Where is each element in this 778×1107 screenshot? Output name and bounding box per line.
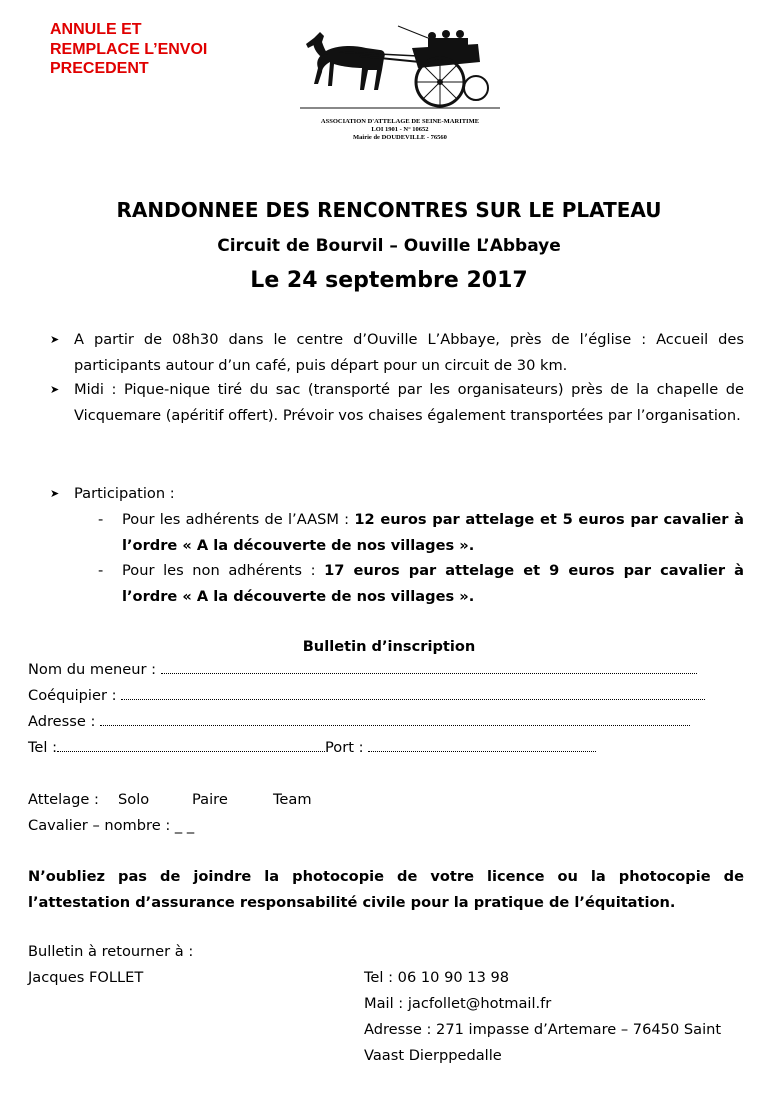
notice-line: PRECEDENT	[50, 60, 149, 77]
driver-field	[28, 661, 697, 678]
arrow-bullet-icon: ➤	[50, 333, 60, 346]
attelage-label: Attelage :	[28, 791, 99, 808]
program-item	[52, 377, 744, 429]
return-name: Jacques FOLLET	[28, 969, 144, 986]
arrow-bullet-icon: ➤	[50, 383, 60, 396]
notice-line: REMPLACE L’ENVOI	[50, 40, 208, 58]
notice-line: ANNULE ET	[50, 21, 142, 38]
phone-field	[28, 739, 596, 756]
driver-label: Nom du meneur :	[28, 661, 161, 678]
form-title: Bulletin d’inscription	[302, 638, 476, 655]
cavalier-count[interactable]: Cavalier – nombre : _ _	[28, 817, 195, 834]
address-label: Adresse :	[28, 713, 101, 730]
teammate-label: Coéquipier :	[28, 687, 122, 704]
horse-carriage-logo	[300, 24, 500, 116]
nonmembers-prefix: Pour les non adhérents :	[122, 562, 325, 579]
dash-bullet: -	[98, 562, 104, 579]
event-title: RANDONNEE DES RENCONTRES SUR LE PLATEAU	[116, 198, 662, 222]
event-date: Le 24 septembre 2017	[250, 268, 528, 293]
association-law: LOI 1901 - N° 10652	[371, 126, 429, 133]
members-prefix: Pour les adhérents de l’AASM :	[122, 511, 355, 528]
return-address-line1: Adresse : 271 impasse d’Artemare – 76450 Saint	[364, 1021, 722, 1038]
arrow-bullet-icon: ➤	[50, 487, 60, 500]
teammate-field	[28, 687, 705, 704]
members-price-text: 12 euros par attelage et 5 euros par cavalier à l’ordre « A la découverte de nos villages ».	[122, 511, 745, 554]
teammate-input[interactable]	[121, 689, 705, 700]
port-input[interactable]	[368, 741, 596, 752]
nonmembers-price	[98, 558, 744, 610]
return-tel: Tel : 06 10 90 13 98	[364, 969, 510, 986]
tel-label: Tel :	[28, 739, 58, 756]
members-price	[98, 507, 744, 559]
program-item	[52, 327, 744, 379]
nonmembers-price-text: 17 euros par attelage et 9 euros par cavalier à l’ordre « A la découverte de nos villages ».	[122, 562, 744, 605]
attelage-option-solo[interactable]: Solo	[118, 791, 150, 808]
association-info	[300, 118, 500, 142]
association-name: ASSOCIATION D'ATTELAGE DE SEINE-MARITIME	[320, 118, 480, 125]
return-label: Bulletin à retourner à :	[28, 943, 194, 960]
participation-item	[52, 481, 744, 507]
port-label: Port :	[325, 739, 369, 756]
return-address-line2: Vaast Dierppedalle	[364, 1047, 502, 1064]
return-mail[interactable]: Mail : jacfollet@hotmail.fr	[364, 995, 552, 1012]
association-address: Mairie de DOUDEVILLE - 76560	[353, 134, 447, 141]
replacement-notice	[50, 20, 207, 79]
dash-bullet: -	[98, 511, 104, 528]
address-input[interactable]	[100, 715, 690, 726]
tel-input[interactable]	[57, 741, 325, 752]
reminder-text: N’oubliez pas de joindre la photocopie de votre licence ou la photocopie de l’attestation d’assurance responsabilité civile pour la pratique de l’équitation.	[28, 868, 744, 911]
attelage-option-team[interactable]: Team	[273, 791, 312, 808]
program-item-text: A partir de 08h30 dans le centre d’Ouville L’Abbaye, près de l’église : Accueil des participants autour d’un café, puis départ pour un circuit de 30 km.	[74, 331, 744, 374]
program-item-text: Midi : Pique-nique tiré du sac (transporté par les organisateurs) près de la chapelle de Vicquemare (apéritif offert). Prévoir vos chaises également transportées par l’organisation.	[74, 381, 744, 424]
driver-input[interactable]	[161, 663, 697, 674]
attelage-option-paire[interactable]: Paire	[192, 791, 228, 808]
address-field	[28, 713, 690, 730]
participation-label: Participation :	[74, 485, 175, 502]
event-circuit: Circuit de Bourvil – Ouville L’Abbaye	[217, 236, 561, 256]
